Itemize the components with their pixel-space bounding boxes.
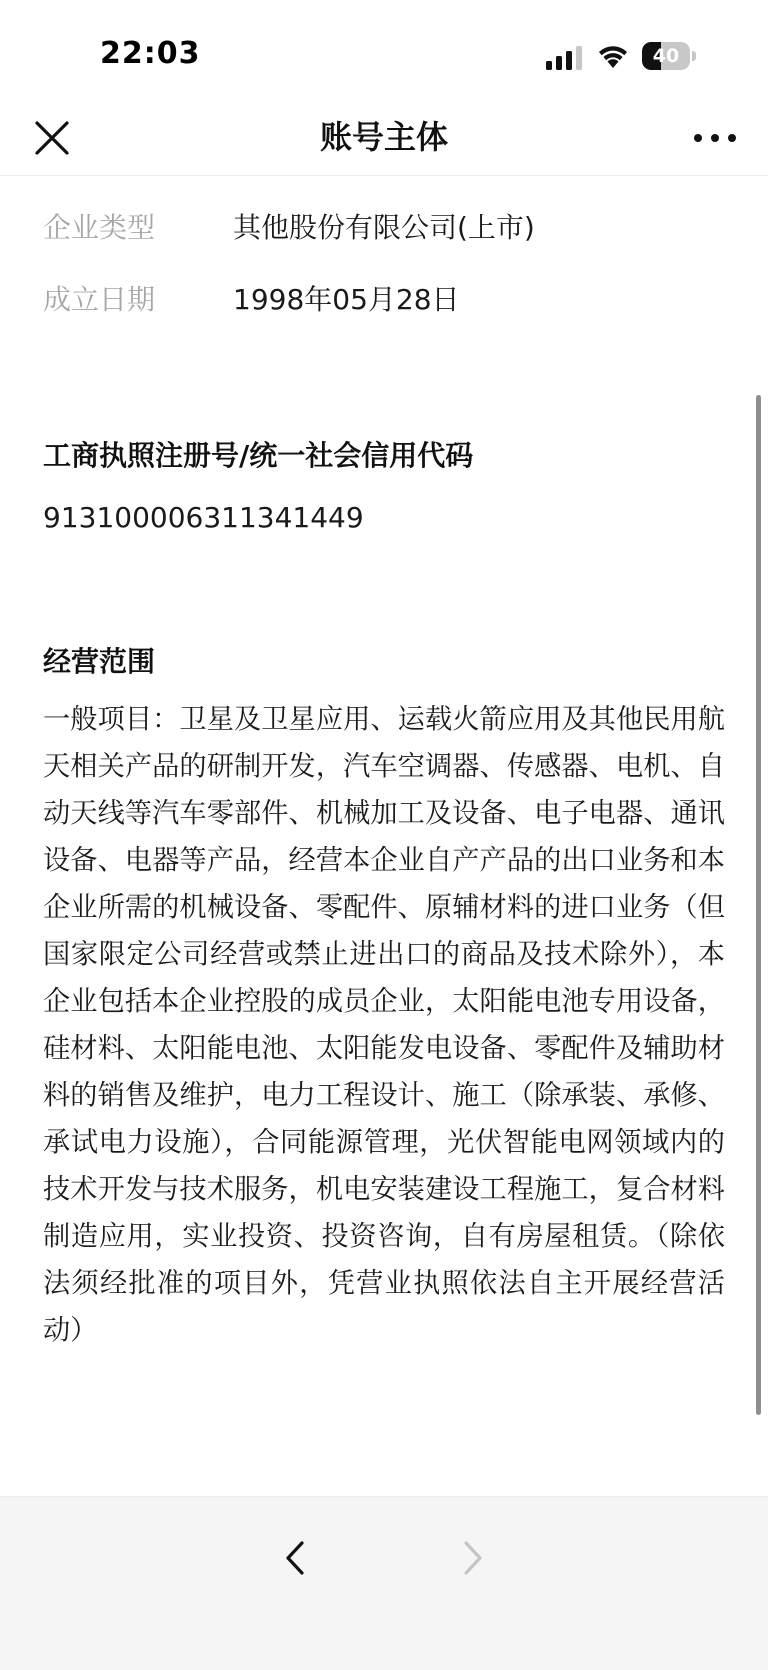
scrollbar[interactable] [756,395,761,1415]
info-row-company-type [43,206,733,250]
chevron-left-icon[interactable] [276,1533,316,1583]
status-bar [0,0,768,100]
nav-bar [0,100,768,176]
status-time: 22:03 [100,36,201,71]
license-title: 工商执照注册号/统一社会信用代码 [43,439,474,472]
info-row-founded-date [43,278,733,322]
bottom-toolbar [0,1496,768,1670]
content-area[interactable] [0,176,768,1496]
founded-date-value: 1998年05月28日 [233,283,460,316]
page-title: 账号主体 [319,118,448,156]
scope-text: 一般项目：卫星及卫星应用、运载火箭应用及其他民用航天相关产品的研制开发，汽车空调器、传感器、电机、自动天线等汽车零部件、机械加工及设备、电子电器、通讯设备、电器等产品，经营本企业自产产品的出口业务和本企业所需的机械设备、零配件、原辅材料的进口业务（但国家限定公司经营或禁止进出口的商品及技术除外），本企业包括本企业控股的成员企业，太阳能电池专用设备，硅材料、太阳能电池、太阳能发电设备、零配件及辅助材料的销售及维护，电力工程设计、施工（除承装、承修、承试电力设施），合同能源管理，光伏智能电网领域内的技术开发与技术服务，机电安装建设工程施工，复合材料制造应用，实业投资、投资咨询，自有房屋租赁。（除依法须经批准的项目外，凭营业执照依法自主开展经营活动） [43,704,725,1346]
company-type-label: 企业类型 [43,211,156,244]
wifi-icon [596,42,630,70]
company-type-value: 其他股份有限公司(上市) [233,211,535,244]
close-icon[interactable] [32,118,72,158]
battery-indicator [642,42,696,70]
scope-title: 经营范围 [43,645,156,678]
battery-percentage: 40 [652,45,680,67]
founded-date-label: 成立日期 [43,283,156,316]
cellular-signal-icon [546,46,584,70]
more-horizontal-icon[interactable] [690,118,740,158]
chevron-right-icon [452,1533,492,1583]
license-value: 913100006311341449 [43,501,364,534]
